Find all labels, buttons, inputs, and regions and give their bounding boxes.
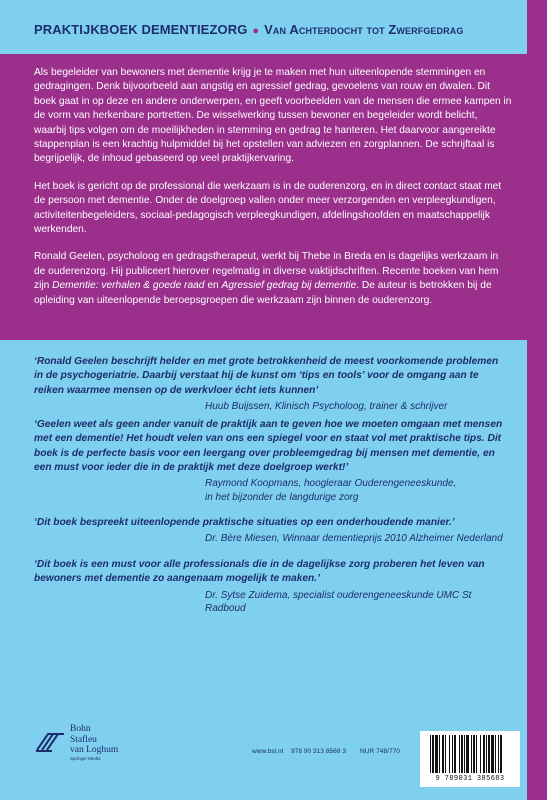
- endorsement: [34, 418, 509, 504]
- title-subtitle: Van Achterdocht tot Zwerfgedrag: [264, 22, 464, 37]
- barcode-bar: [466, 735, 469, 773]
- title-separator-dot: ●: [252, 25, 260, 37]
- endorsement-author: Dr. Sytse Zuidema, specialist ouderengeneeskunde UMC St Radboud: [205, 589, 472, 615]
- barcode-number: 9 789031 385683: [435, 775, 505, 783]
- endorsement-author-line-2: in het bijzonder de langdurige zorg: [205, 491, 359, 503]
- barcode-bar: [452, 735, 453, 773]
- barcode-bar: [439, 735, 440, 773]
- publisher-name-line: Stafleu: [70, 734, 97, 745]
- author-bio: [34, 250, 512, 308]
- endorsement-author: Huub Buijssen, Klinisch Psycholoog, trainer & schrijver: [205, 400, 448, 412]
- isbn-text: 978 90 313 8568 3: [291, 748, 347, 755]
- barcode-bar: [483, 735, 485, 773]
- barcode-bar: [464, 735, 465, 773]
- description-paragraph-1: Als begeleider van bewoners met dementie krijg je te maken met hun uiteenlopende stemmingen en gedragingen. Denk bijvoorbeeld aan angstig en agressief gedrag, gevoelens van rouw en dwalen. Dit boek gaat in op deze en andere onderwerpen, en geeft voorbeelden van de mensen die ermee kampen in de vorm van herkenbare portretten. De wisselwerking tussen bewoner en begeleider wordt belicht, waarbij tips volgen om de moeilijkheden in stemming en gedrag te hanteren. Het daarvoor aangereikte stappenplan is een krachtig hulpmiddel bij het opstellen van adviezen en zorgplannen. De schrijftaal is begrijpelijk, de inhoud gebaseerd op veel praktijkervaring.: [34, 67, 512, 165]
- barcode-bar: [454, 735, 456, 773]
- barcode-bar: [430, 735, 431, 773]
- barcode-bar: [491, 735, 494, 773]
- spine-strip: [527, 0, 547, 800]
- description-paragraph-2: Het boek is gericht op de professional die werkzaam is in de ouderenzorg, en in direct contact staat met de persoon met dementie. Onder de doelgroep vallen onder meer verzorgenden en verpleegkundigen, activiteitenbegeleiders, sociaal-pedagogisch verpleegkundigen, afdelingshoofden en maatschappelijk werkenden.: [34, 180, 502, 236]
- book-title: [34, 22, 463, 37]
- endorsement: [34, 516, 509, 546]
- barcode: [420, 731, 520, 787]
- barcode-bar: [476, 735, 477, 773]
- book-description: [34, 66, 512, 321]
- endorsement-quote: ‘Dit boek bespreekt uiteenlopende praktische situaties op een onderhoudende manier.’: [34, 517, 455, 529]
- barcode-bar: [459, 735, 460, 773]
- publisher-subtitle: Springer Media: [70, 756, 101, 761]
- barcode-bar: [473, 735, 475, 773]
- barcode-bar: [442, 735, 444, 773]
- barcode-bar: [480, 735, 481, 773]
- barcode-bar: [445, 735, 446, 773]
- barcode-bar: [432, 735, 434, 773]
- author-bio-text: . De auteur is betrokken bij de opleiding van uiteenlopende beroepsgroepen die werkzaam zijn binnen de ouderenzorg.: [34, 280, 492, 306]
- book-title-1: Dementie: verhalen & goede raad: [52, 280, 205, 292]
- barcode-bar: [488, 735, 490, 773]
- endorsement-quote: ‘Geelen weet als geen ander vanuit de praktijk aan te geven hoe we moeten omgaan met mensen met een dementie! Het houdt velen van ons een spiegel voor en staat vol met praktische tips. Dit boek is de perfecte basis voor een leergang over probleemgedrag bij mensen met dementie, en een must voor ieder die in de praktijk met deze doelgroep werkt!’: [34, 419, 503, 473]
- endorsement-author: Raymond Koopmans, hoogleraar Ouderengeneeskunde,: [205, 478, 457, 490]
- publisher-logo: [34, 724, 144, 764]
- barcode-bars: [428, 735, 512, 773]
- nur-code: NUR 748/770: [360, 748, 400, 755]
- barcode-bar: [500, 735, 502, 773]
- barcode-bar: [486, 735, 487, 773]
- endorsement: [34, 355, 509, 412]
- publisher-website: www.bsl.nl: [252, 748, 284, 755]
- endorsements: [34, 355, 509, 616]
- barcode-bar: [498, 735, 499, 773]
- author-bio-text: Ronald Geelen, psycholoog en gedragstherapeut, werkt bij Thebe in Breda en is dagelijks werkzaam in de ouderenzorg. Hij publiceert hierover regelmatig in diverse vaktijdschriften. Recente boeken van hem zijn: [34, 251, 499, 292]
- title-series: PRAKTIJKBOEK DEMENTIEZORG: [34, 22, 248, 37]
- author-bio-text: en: [204, 280, 222, 292]
- barcode-bar: [461, 735, 463, 773]
- endorsement: [34, 558, 509, 616]
- barcode-bar: [471, 735, 472, 773]
- barcode-bar: [435, 735, 438, 773]
- endorsement-author: Dr. Bère Miesen, Winnaar dementieprijs 2010 Alzheimer Nederland: [205, 533, 503, 545]
- publisher-name-line: van Loghum: [70, 745, 119, 755]
- publisher-name: [70, 724, 118, 756]
- book-title-2: Agressief gedrag bij dementie: [221, 280, 357, 292]
- barcode-bar: [449, 735, 450, 773]
- publisher-emblem-icon: [34, 724, 66, 754]
- endorsement-quote: ‘Dit boek is een must voor alle professionals die in de dagelijkse zorg proberen het leven van bewoners met dementie zo aangenaam mogelijk te maken.’: [34, 558, 485, 585]
- endorsement-quote: ‘Ronald Geelen beschrijft helder en met grote betrokkenheid de meest voorkomende problemen in de psychogeriatrie. Daarbij verstaat hij de kunst om ‘tips en tools’ voor de omgang aan te reiken waarmee mensen op de werkvloer écht iets kunnen’: [34, 356, 499, 396]
- publisher-name-line: Bohn: [70, 724, 91, 734]
- barcode-bar: [495, 735, 496, 773]
